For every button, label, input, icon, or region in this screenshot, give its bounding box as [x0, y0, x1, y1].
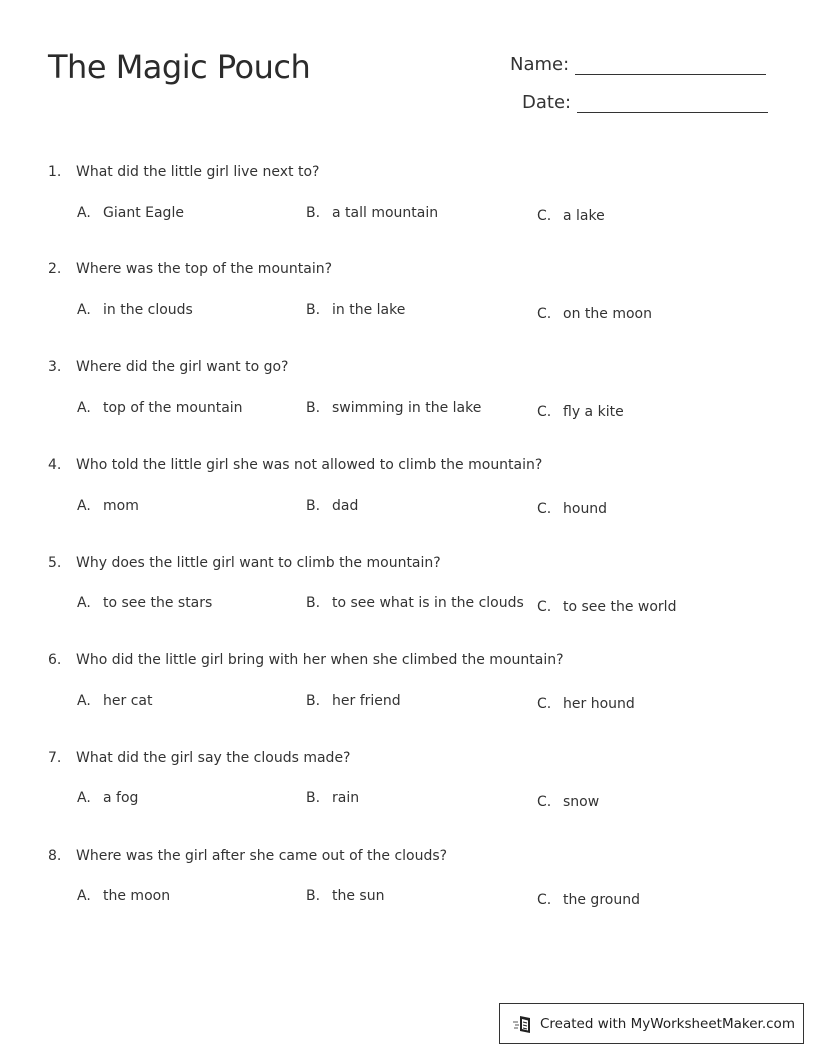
option-letter: C.: [537, 599, 552, 615]
question-text: What did the little girl live next to?: [76, 164, 320, 180]
option-text: mom: [103, 498, 139, 514]
option-text: the sun: [332, 888, 385, 904]
option-c: [537, 501, 607, 517]
option-letter: B.: [306, 693, 321, 709]
option-c: [537, 306, 652, 322]
option-letter: B.: [306, 498, 321, 514]
option-text: dad: [332, 498, 359, 514]
option-letter: C.: [537, 892, 552, 908]
option-text: to see the stars: [103, 595, 213, 611]
question-number: 6.: [48, 652, 62, 668]
option-letter: A.: [77, 400, 91, 416]
question-text: What did the girl say the clouds made?: [76, 750, 351, 766]
option-a: [77, 400, 243, 416]
worksheet-maker-logo-icon: [512, 1013, 534, 1035]
option-letter: A.: [77, 302, 91, 318]
option-text: rain: [332, 790, 360, 806]
option-letter: B.: [306, 595, 321, 611]
footer-text: Created with MyWorksheetMaker.com: [540, 1015, 795, 1032]
option-text: to see the world: [563, 599, 677, 615]
question-number: 8.: [48, 848, 62, 864]
option-letter: C.: [537, 306, 552, 322]
question-text: Why does the little girl want to climb the mountain?: [76, 555, 441, 571]
option-text: swimming in the lake: [332, 400, 482, 416]
question-number: 2.: [48, 261, 62, 277]
option-c: [537, 599, 676, 615]
option-a: [77, 888, 170, 904]
name-field: [510, 52, 766, 75]
option-b: [306, 790, 359, 806]
option-text: hound: [563, 501, 608, 517]
option-text: her hound: [563, 696, 635, 712]
option-c: [537, 794, 599, 810]
option-b: [306, 400, 481, 416]
option-letter: A.: [77, 498, 91, 514]
option-text: snow: [563, 794, 600, 810]
option-b: [306, 693, 401, 709]
option-text: her cat: [103, 693, 153, 709]
option-text: on the moon: [563, 306, 652, 322]
question-text: Where was the top of the mountain?: [76, 261, 333, 277]
question-text: Where was the girl after she came out of the clouds?: [76, 848, 448, 864]
option-letter: B.: [306, 302, 321, 318]
option-text: to see what is in the clouds: [332, 595, 524, 611]
option-a: [77, 595, 212, 611]
name-label: Name:: [510, 54, 570, 75]
question-number: 7.: [48, 750, 62, 766]
option-text: in the clouds: [103, 302, 193, 318]
option-letter: B.: [306, 205, 321, 221]
option-b: [306, 302, 405, 318]
date-blank-line[interactable]: [577, 90, 768, 113]
option-a: [77, 302, 193, 318]
option-text: the moon: [103, 888, 171, 904]
option-a: [77, 498, 139, 514]
option-b: [306, 595, 524, 611]
option-c: [537, 404, 624, 420]
footer-credit-box[interactable]: [499, 1003, 804, 1044]
question-number: 4.: [48, 457, 62, 473]
option-text: top of the mountain: [103, 400, 243, 416]
option-letter: A.: [77, 693, 91, 709]
option-text: a lake: [563, 208, 605, 224]
question-number: 5.: [48, 555, 62, 571]
option-c: [537, 696, 635, 712]
option-b: [306, 205, 438, 221]
question-text: Who told the little girl she was not allowed to climb the mountain?: [76, 457, 543, 473]
name-blank-line[interactable]: [575, 52, 766, 75]
question-text: Where did the girl want to go?: [76, 359, 289, 375]
option-text: a fog: [103, 790, 139, 806]
option-letter: C.: [537, 208, 552, 224]
option-letter: A.: [77, 888, 91, 904]
option-letter: B.: [306, 400, 321, 416]
option-c: [537, 892, 640, 908]
question-number: 1.: [48, 164, 62, 180]
question-number: 3.: [48, 359, 62, 375]
option-text: the ground: [563, 892, 640, 908]
option-letter: B.: [306, 790, 321, 806]
option-letter: B.: [306, 888, 321, 904]
date-label: Date:: [522, 92, 572, 113]
option-b: [306, 888, 384, 904]
option-b: [306, 498, 358, 514]
question-text: Who did the little girl bring with her when she climbed the mountain?: [76, 652, 564, 668]
option-text: a tall mountain: [332, 205, 439, 221]
option-text: in the lake: [332, 302, 406, 318]
option-letter: C.: [537, 501, 552, 517]
option-letter: C.: [537, 794, 552, 810]
option-letter: C.: [537, 696, 552, 712]
option-letter: A.: [77, 595, 91, 611]
option-letter: A.: [77, 790, 91, 806]
option-a: [77, 693, 152, 709]
option-text: her friend: [332, 693, 401, 709]
option-c: [537, 208, 605, 224]
option-text: Giant Eagle: [103, 205, 184, 221]
option-text: fly a kite: [563, 404, 624, 420]
option-letter: A.: [77, 205, 91, 221]
option-letter: C.: [537, 404, 552, 420]
option-a: [77, 790, 138, 806]
date-field: [522, 90, 768, 113]
worksheet-title: The Magic Pouch: [48, 48, 311, 86]
option-a: [77, 205, 184, 221]
